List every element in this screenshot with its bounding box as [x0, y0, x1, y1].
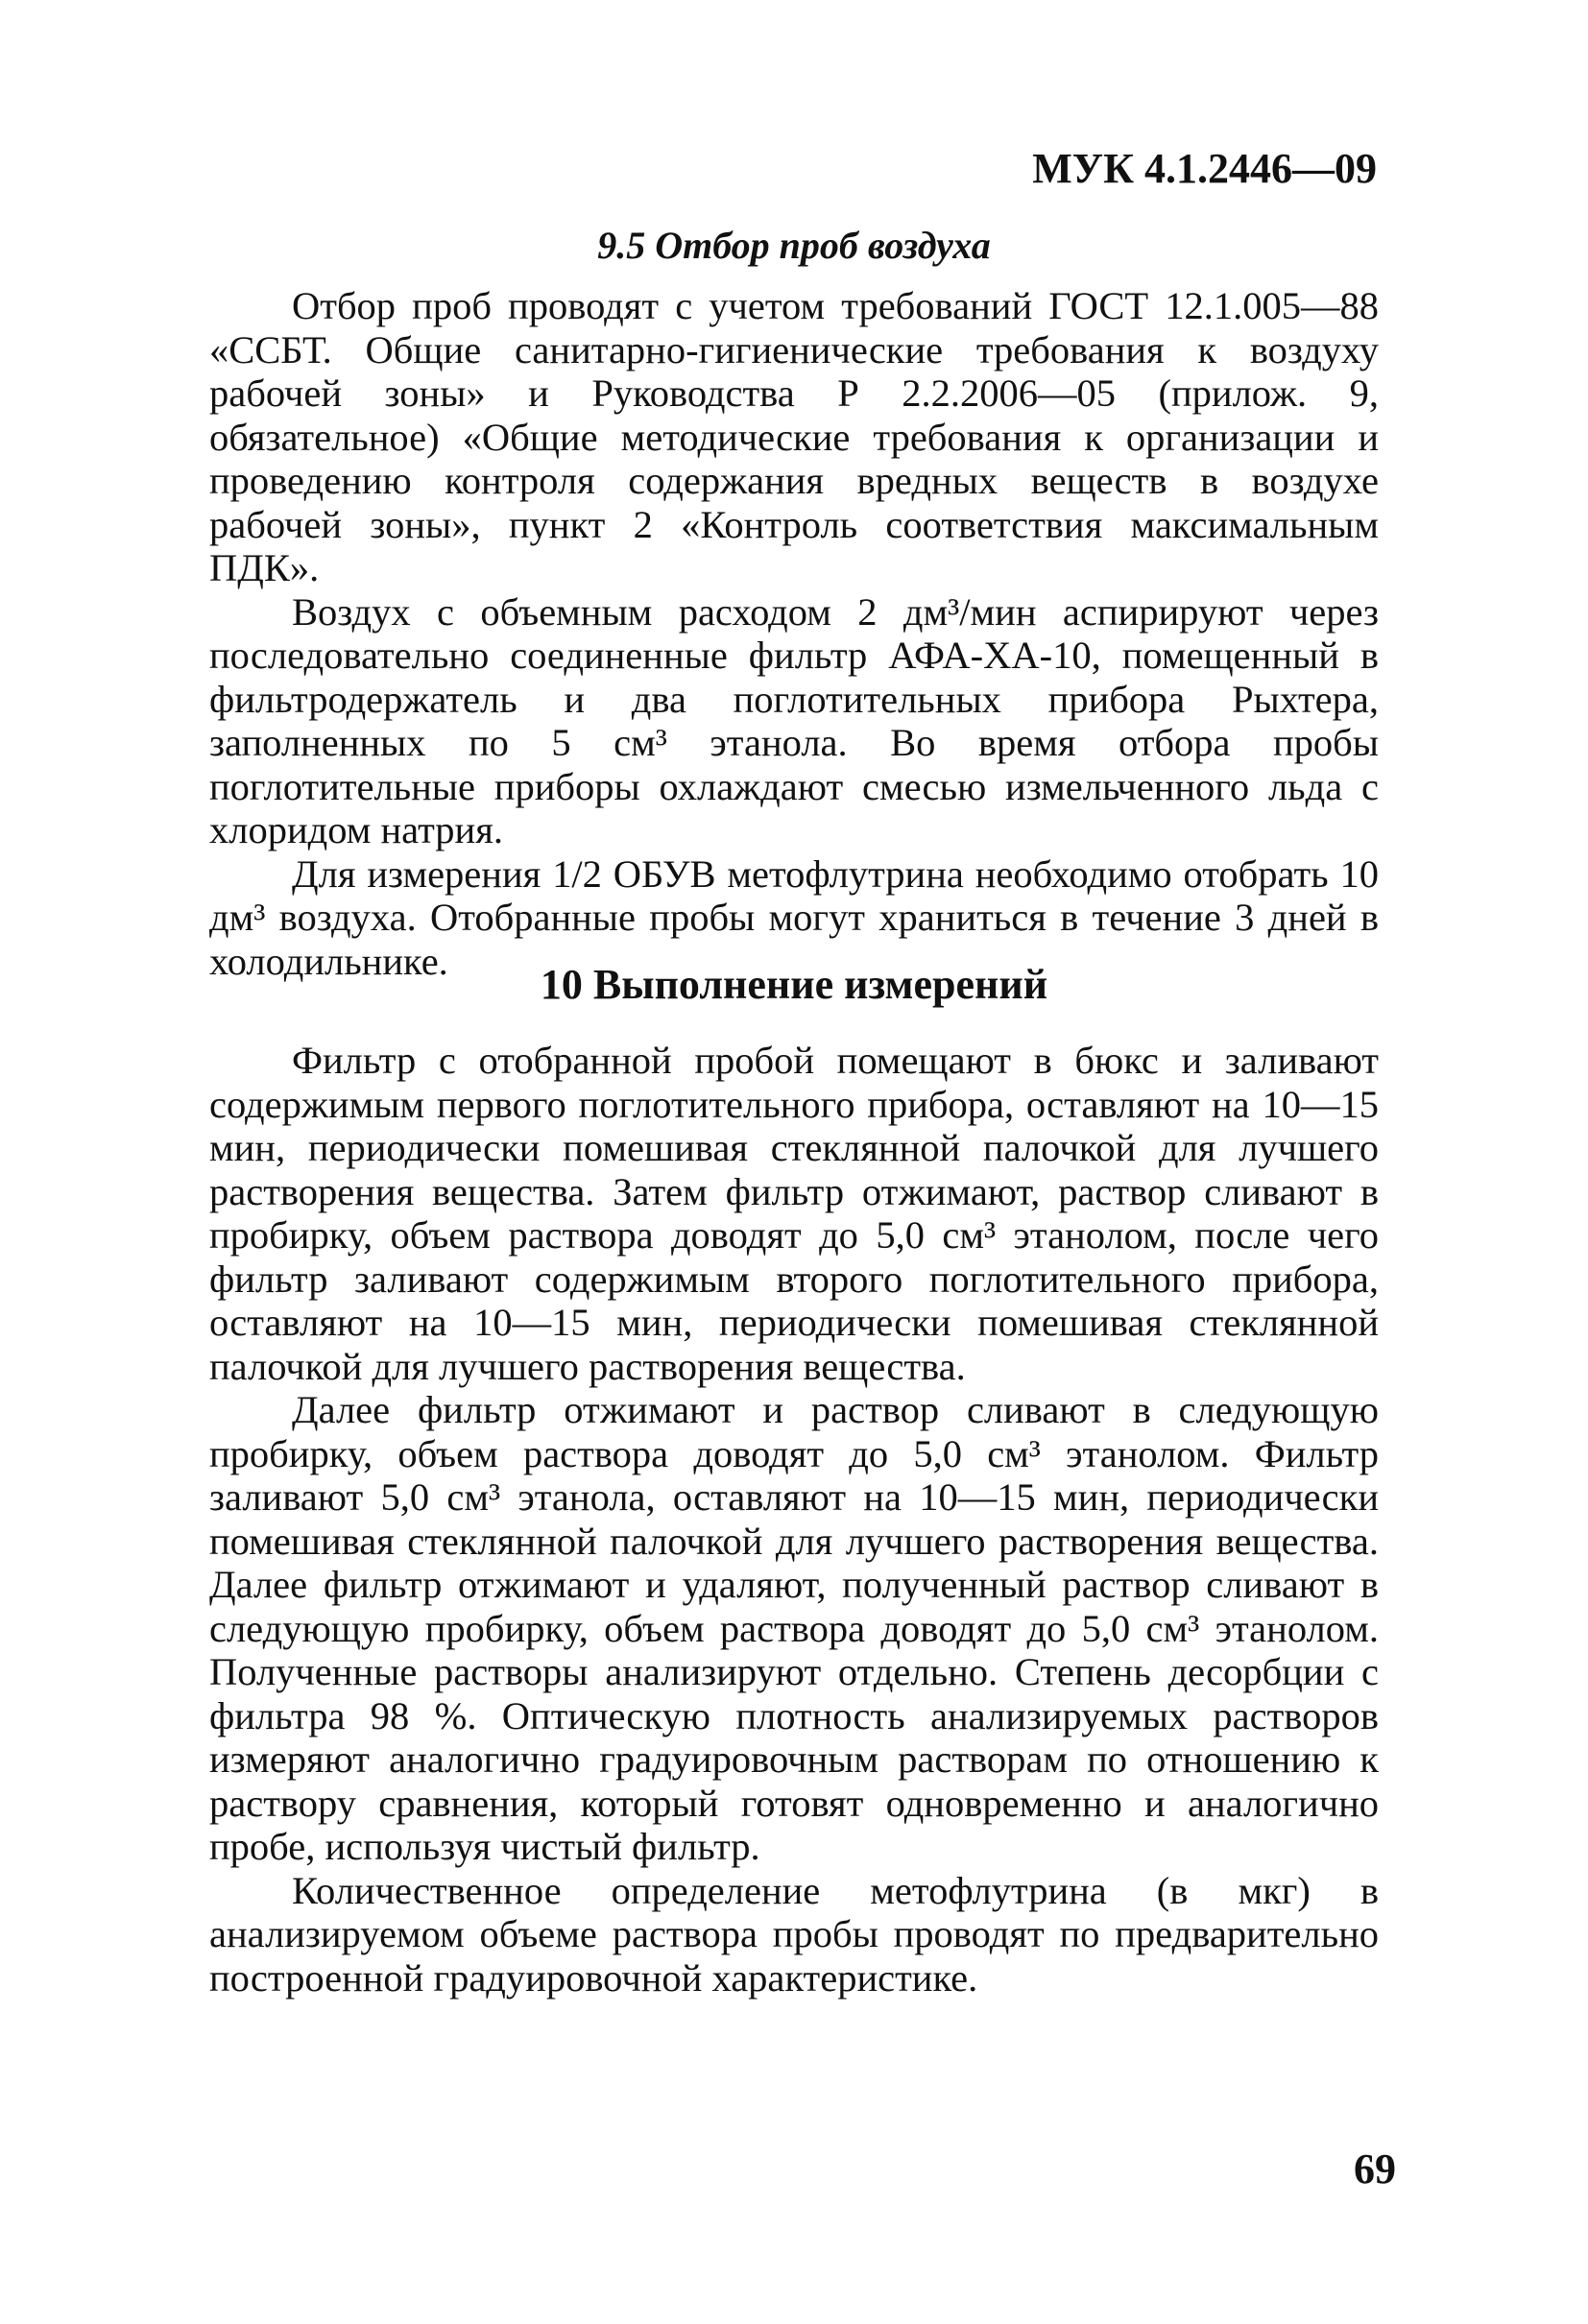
section-9-5-title: 9.5 Отбор проб воздуха [597, 224, 991, 267]
paragraph: Далее фильтр отжимают и раствор сливают в следующую пробирку, объем раствора доводят до 5,0 см³ этанолом. Фильтр заливают 5,0 см³ этанола, оставляют на 10—15 мин, периодически помешивая стеклянной палочкой для лучшего растворения вещества. Далее фильтр отжимают и удаляют, полученный раствор сливают в следующую пробирку, объем раствора доводят до 5,0 см³ этанолом. Полученные растворы анализируют отдельно. Степень десорбции с фильтра 98 %. Оптическую плотность анализируемых растворов измеряют аналогично градуировочным растворам по отношению к раствору сравнения, который готовят одновременно и аналогично пробе, используя чистый фильтр. [209, 1388, 1379, 1868]
paragraph: Для измерения 1/2 ОБУВ метофлутрина необходимо отобрать 10 дм³ воздуха. Отобранные пробы могут храниться в течение 3 дней в холодильнике. [209, 851, 1379, 983]
paragraph: Воздух с объемным расходом 2 дм³/мин аспирируют через последовательно соединенные фильтр АФА-ХА-10, помещенный в фильтродержатель и два поглотительных прибора Рыхтера, заполненных по 5 см³ этанола. Во время отбора пробы поглотительные приборы охлаждают смесью измельченного льда с хлоридом натрия. [209, 589, 1379, 851]
section-9-5-body [209, 284, 1379, 983]
paragraph: Количественное определение метофлутрина (в мкг) в анализируемом объеме раствора пробы проводят по предварительно построенной градуировочной характеристике. [209, 1868, 1379, 2000]
paragraph: Фильтр с отобранной пробой помещают в бюкс и заливают содержимым первого поглотительного прибора, оставляют на 10—15 мин, периодически помешивая стеклянной палочкой для лучшего растворения вещества. Затем фильтр отжимают, раствор сливают в пробирку, объем раствора доводят до 5,0 см³ этанолом, после чего фильтр заливают содержимым второго поглотительного прибора, оставляют на 10—15 мин, периодически помешивая стеклянной палочкой для лучшего растворения вещества. [209, 1039, 1379, 1388]
section-10-title: 10 Выполнение измерений [540, 961, 1048, 1008]
paragraph: Отбор проб проводят с учетом требований ГОСТ 12.1.005—88 «ССБТ. Общие санитарно-гигиенические требования к воздуху рабочей зоны» и Руководства Р 2.2.2006—05 (прилож. 9, обязательное) «Общие методические требования к организации и проведению контроля содержания вредных веществ в воздухе рабочей зоны», пункт 2 «Контроль соответствия максимальным ПДК». [209, 284, 1379, 589]
section-10-body [209, 1039, 1379, 2000]
page-number: 69 [1354, 2145, 1396, 2192]
document-code: МУК 4.1.2446—09 [1032, 145, 1377, 192]
